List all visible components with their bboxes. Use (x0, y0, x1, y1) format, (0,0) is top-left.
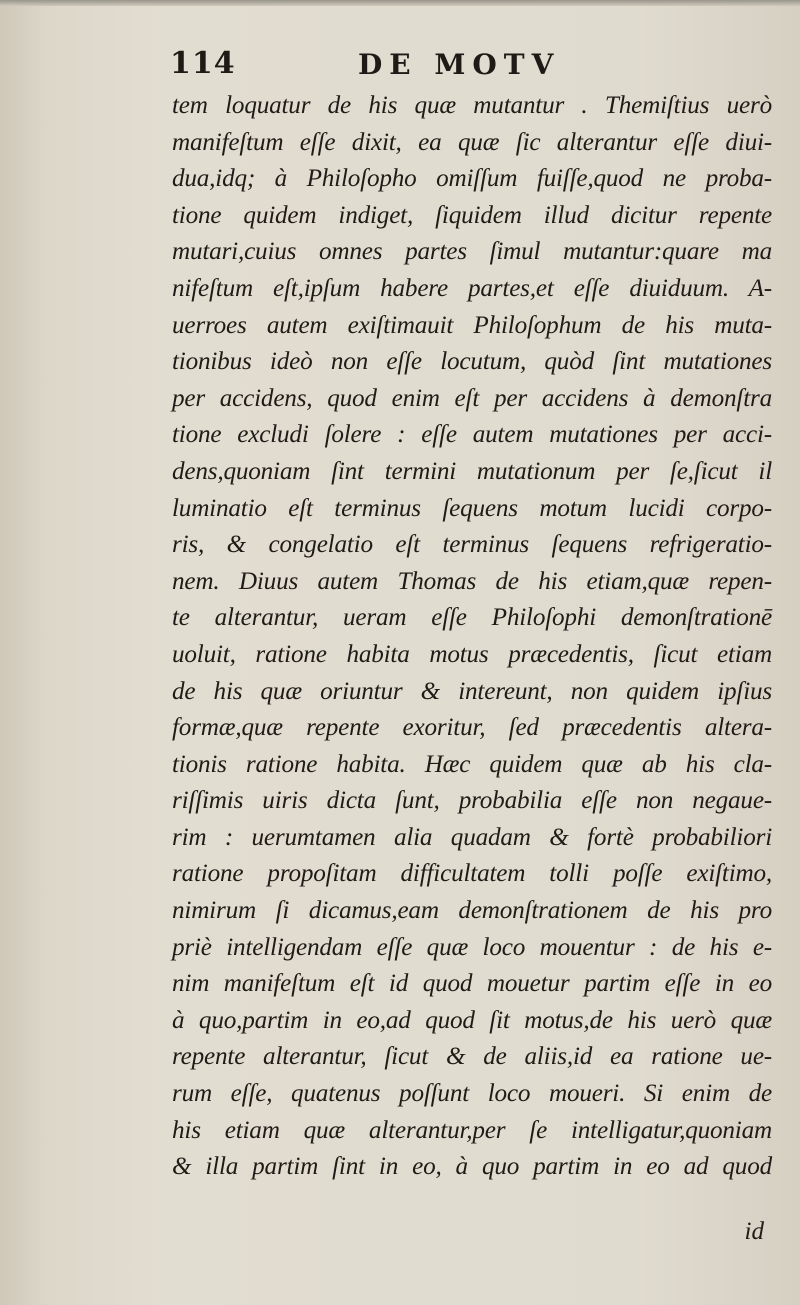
text-line: te alterantur, ueram eſſe Philoſophi demonſtrationē (172, 604, 772, 632)
text-line: riſſimis uiris dicta ſunt, probabilia eſſe non negaue- (172, 787, 772, 815)
text-line: uoluit, ratione habita motus præcedentis, ſicut etiam (172, 640, 772, 668)
text-line: formæ,quæ repente exoritur, ſed præcedentis altera- (172, 714, 772, 742)
running-title: DE MOTV (358, 48, 561, 81)
text-line: repente alterantur, ſicut & de aliis,id ea ratione ue- (172, 1043, 772, 1071)
text-line: manifeſtum eſſe dixit, ea quæ ſic alterantur eſſe diui- (172, 128, 772, 156)
page-top-edge (0, 0, 800, 6)
text-line: ratione propoſitam difficultatem tolli poſſe exiſtimo, (172, 860, 772, 888)
text-line: rim : uerumtamen alia quadam & fortè probabiliori (172, 823, 772, 851)
running-head (170, 46, 770, 86)
text-line: tem loquatur de his quæ mutantur . Themiſtius uerò (172, 92, 772, 119)
text-line: nimirum ſi dicamus,eam demonſtrationem de his pro (172, 897, 772, 925)
text-line: tionis ratione habita. Hæc quidem quæ ab his cla- (172, 750, 772, 778)
text-line: nem. Diuus autem Thomas de his etiam,quæ repen- (172, 567, 772, 595)
text-line: tionibus ideò non eſſe locutum, quòd ſint mutationes (172, 348, 772, 376)
text-line: mutari,cuius omnes partes ſimul mutantur:quare ma (172, 238, 772, 266)
text-line: nim manifeſtum eſt id quod mouetur partim eſſe in eo (172, 970, 772, 998)
text-line: rum eſſe, quatenus poſſunt loco moueri. Si enim de (172, 1080, 772, 1108)
body-text (172, 88, 772, 1186)
text-line: luminatio eſt terminus ſequens motum lucidi corpo- (172, 494, 772, 522)
text-line: dens,quoniam ſint termini mutationum per ſe,ſicut il (172, 457, 772, 485)
catchword: id (744, 1218, 764, 1245)
text-line: per accidens, quod enim eſt per accidens à demonſtra (172, 384, 772, 412)
text-line: à quo,partim in eo,ad quod ſit motus,de his uerò quæ (172, 1006, 772, 1034)
text-line: his etiam quæ alterantur,per ſe intelligatur,quoniam (172, 1116, 772, 1144)
text-line: priè intelligendam eſſe quæ loco mouentur : de his e- (172, 933, 772, 961)
page-number: 114 (170, 46, 236, 81)
text-line: nifeſtum eſt,ipſum habere partes,et eſſe diuiduum. A- (172, 274, 772, 302)
text-line: & illa partim ſint in eo, à quo partim in eo ad quod (172, 1153, 772, 1181)
text-line: tione excludi ſolere : eſſe autem mutationes per acci- (172, 421, 772, 449)
text-line: uerroes autem exiſtimauit Philoſophum de his muta- (172, 311, 772, 339)
text-line: de his quæ oriuntur & intereunt, non quidem ipſius (172, 677, 772, 705)
text-line: dua,idq; à Philoſopho omiſſum fuiſſe,quod ne proba- (172, 165, 772, 193)
text-line: ris, & congelatio eſt terminus ſequens refrigeratio- (172, 531, 772, 559)
text-line: tione quidem indiget, ſiquidem illud dicitur repente (172, 201, 772, 229)
